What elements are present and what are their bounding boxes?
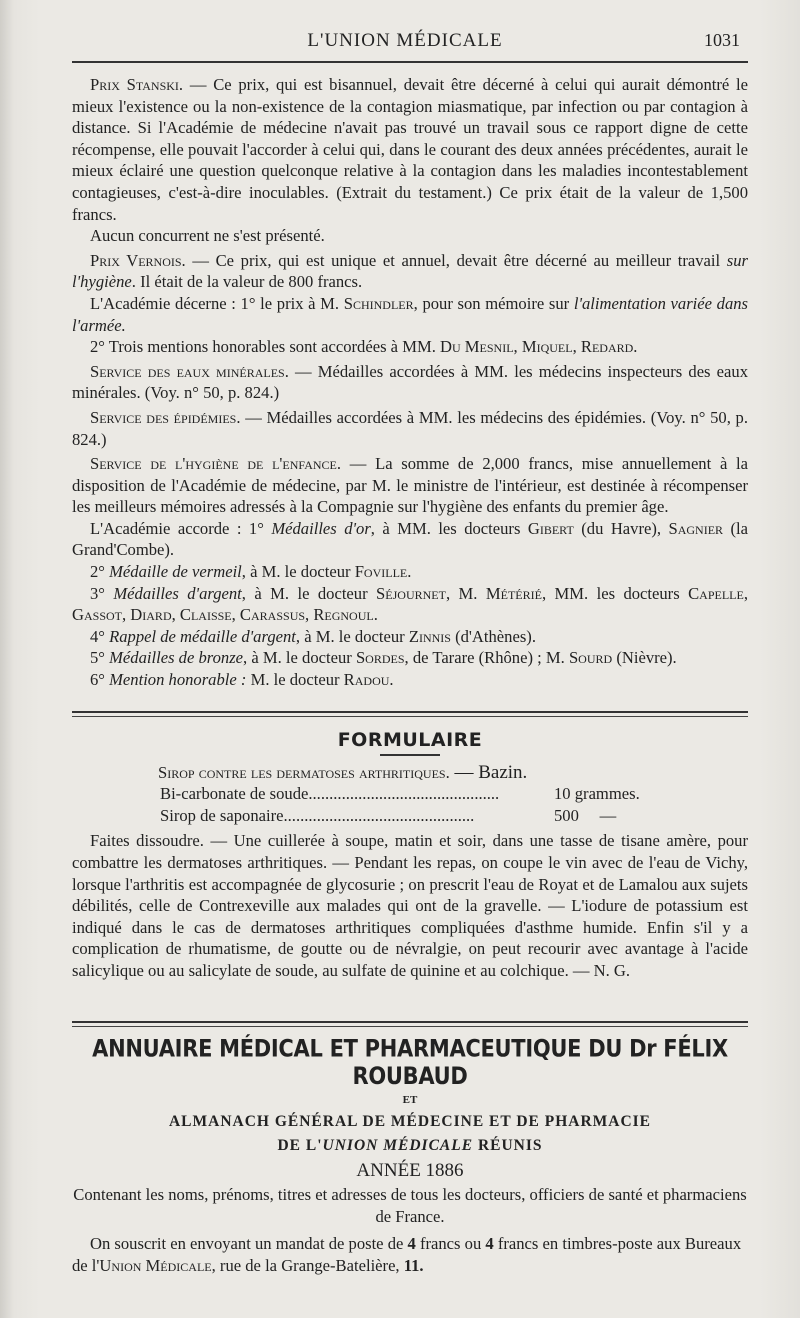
recipe-text: Faites dissoudre. — Une cuillerée à soupe, matin et soir, dans une tasse de tisane amère, pour combattre les dermatoses arthritiques. — Pendant les repas, on coupe le vin avec de l'eau de Vichy, lorsque l'arthritis est accompagnée de glycosurie ; on prescrit l'eau de Royat et de Lamalou aux sujets débilités, celle de Contrexeville aux malades qui ont de la gravelle. — L'iodure de potassium est indiqué dans le cas de dermatoses arthritiques compliquées d'asthme humide. Enfin s'il y a complication de rhumatisme, de goutte ou de névralgie, on peut recourir avec avantage à l'acide salicylique ou au salicylate de soude, au sulfate de quinine et au colchique. — N. G.	[72, 831, 748, 980]
paragraph-academie-accorde	[72, 518, 748, 561]
paragraph-text: (du Havre),	[573, 518, 669, 538]
paragraph-text: 2° Trois mentions honorables sont accordées à MM.	[90, 337, 440, 357]
formulaire-section	[72, 730, 748, 982]
almanach-line-2	[72, 1134, 748, 1158]
paragraph-text: — La somme de 2,000 francs, mise annuellement à la disposition de l'Académie de médecine, par M. le ministre de l'intérieur, est destinée à récompenser les meilleurs mémoires adressés à la Compagnie sur l'hygiène des enfants du premier âge.	[72, 454, 748, 517]
annuaire-description: Contenant les noms, prénoms, titres et adresses de tous les docteurs, officiers de santé et pharmaciens de France.	[73, 1185, 747, 1226]
almanach-text: DE L'	[277, 1137, 323, 1154]
paragraph-argent	[72, 583, 748, 626]
recipe-heading	[72, 762, 748, 784]
leader-dots: ..............................................	[308, 784, 500, 804]
price-value: 4	[485, 1234, 494, 1254]
section-rule	[72, 1021, 748, 1023]
paragraph-vermeil	[72, 561, 748, 583]
paragraph-bronze	[72, 647, 748, 669]
formulaire-title: FORMULAIRE	[337, 729, 483, 751]
annuaire-advertisement	[72, 1034, 748, 1276]
service-name: Service des eaux minérales.	[90, 361, 289, 381]
italic-text: UNION MÉDICALE	[322, 1137, 474, 1154]
section-rule	[72, 711, 748, 713]
leader-dots: ..............................................	[283, 805, 475, 825]
paragraph-text: , à M. le docteur	[241, 583, 377, 603]
paragraph-text: (Nièvre).	[612, 648, 677, 668]
recipe-author: — Bazin.	[449, 761, 528, 783]
subscription-text: francs ou	[415, 1234, 486, 1254]
person-name: Radou.	[343, 670, 394, 690]
person-name: Sordes	[355, 648, 405, 668]
paragraph-mentions	[72, 336, 748, 358]
paragraph-text: , à M. le docteur	[241, 562, 355, 582]
paragraph-text: (la Grand'Combe).	[72, 518, 748, 560]
paragraph-text: 4°	[90, 626, 110, 646]
almanach-line-1: ALMANACH GÉNÉRAL DE MÉDECINE ET DE PHARMACIE	[168, 1113, 652, 1130]
title-underline	[380, 754, 440, 756]
ingredient-row	[72, 805, 664, 827]
annuaire-year: ANNÉE 1886	[356, 1160, 464, 1181]
subscription-text: francs en timbres-poste aux Bureaux de l'	[72, 1234, 742, 1275]
paragraph-academie-decerne	[72, 293, 748, 336]
section-rule-thin	[72, 716, 748, 717]
recipe-name: Sirop contre les dermatoses arthritiques.	[158, 762, 450, 782]
ingredient-name: Sirop de saponaire	[160, 805, 284, 825]
paragraph-eaux-minerales	[72, 361, 748, 404]
annuaire-title: ANNUAIRE MÉDICAL ET PHARMACEUTIQUE DU Dr FÉLIX ROUBAUD	[92, 1034, 728, 1090]
italic-text: Médaille de vermeil	[109, 562, 242, 582]
person-names: Capelle, Gassot, Diard, Claisse, Carassus, Regnoul.	[72, 583, 748, 625]
subscription-text: On souscrit en envoyant un mandat de poste de	[90, 1234, 408, 1254]
prize-name: Prix Stanski.	[90, 75, 184, 94]
italic-text: Rappel de médaille d'argent	[109, 626, 296, 646]
person-names: Du Mesnil, Miquel, Redard.	[440, 337, 638, 357]
service-name: Service des épidémies.	[90, 407, 241, 427]
paragraph-text: . Il était de la valeur de 800 francs.	[131, 272, 363, 292]
paragraph-text: — Médailles accordées à MM. les médecins des épidémies. (Voy. n° 50, p. 824.)	[72, 407, 748, 449]
paragraph-mention-honorable	[72, 669, 748, 691]
paragraph-text: , pour son mémoire sur	[413, 293, 574, 313]
paragraph-text: 5°	[90, 648, 110, 668]
paragraph-text: , à M. le docteur	[243, 648, 356, 668]
paragraph-text: , MM. les docteurs	[541, 583, 689, 603]
journal-name: Union Médicale	[99, 1255, 212, 1275]
paragraph-no-competitor: Aucun concurrent ne s'est présenté.	[90, 226, 325, 246]
person-name: Zinnis	[408, 626, 451, 646]
paragraph-text: — Médailles accordées à MM. les médecins inspecteurs des eaux minérales. (Voy. n° 50, p. 824.)	[72, 361, 748, 403]
prize-section	[72, 74, 748, 691]
almanach-title	[72, 1110, 748, 1158]
page-header	[70, 28, 740, 56]
paragraph-rappel	[72, 626, 748, 648]
paragraph-text: (d'Athènes).	[450, 626, 536, 646]
street-number: 11.	[403, 1255, 424, 1275]
subscription-info	[72, 1233, 748, 1276]
person-name: Gibert	[527, 518, 574, 538]
price-value: 4	[407, 1234, 416, 1254]
paragraph-text: , à MM. les docteurs	[370, 518, 528, 538]
italic-text: sur l'hygiène	[72, 250, 748, 292]
paragraph-text: L'Académie décerne : 1° le prix à M.	[90, 293, 344, 313]
paragraph-text: 2°	[90, 562, 110, 582]
italic-text: Médailles d'argent	[113, 583, 242, 603]
annuaire-et: ET	[402, 1094, 418, 1106]
paragraph-text: , à M. le docteur	[295, 626, 409, 646]
paragraph-text: , de Tarare (Rhône) ; M.	[404, 648, 569, 668]
ingredient-row	[72, 783, 664, 805]
italic-text: Mention honorable :	[109, 670, 247, 690]
italic-text: l'alimentation variée dans l'armée.	[72, 293, 748, 335]
header-rule	[72, 61, 748, 63]
person-name: Foville.	[354, 562, 412, 582]
paragraph-hygiene-enfance	[72, 453, 748, 518]
paragraph-text: 3°	[90, 583, 114, 603]
paragraph-text: 6°	[90, 670, 110, 690]
paragraph-text: — Ce prix, qui est bisannuel, devait être décerné à celui qui aurait démontré le mieux l'existence ou la non-existence de la contagion miasmatique, par infection ou par contagion à distance. Si l'Académie de médecine n'avait pas trouvé un travail sous ce rapport digne de cette récompense, elle pouvait l'accorder à celui qui, dans le courant des deux années précédentes, aurait le mieux éclairé une question quelconque relative à la contagion dans les maladies incontestablement contagieuses, c'est-à-dire inoculables. (Extrait du testament.) Ce prix était de la valeur de 1,500 francs.	[72, 75, 748, 224]
paragraph-text: , M.	[445, 583, 486, 603]
service-name: Service de l'hygiène de l'enfance.	[90, 454, 342, 474]
almanach-text: RÉUNIS	[473, 1137, 543, 1154]
paragraph-epidemies	[72, 407, 748, 450]
person-name: Sourd	[568, 648, 613, 668]
paragraph-text: L'Académie accorde : 1°	[90, 518, 272, 538]
paragraph-text: M. le docteur	[246, 670, 344, 690]
paragraph-prix-stanski	[72, 74, 748, 225]
ingredient-qty: 500 —	[554, 805, 617, 825]
ingredient-qty: 10 grammes.	[554, 784, 640, 804]
paragraph-text: — Ce prix, qui est unique et annuel, devait être décerné au meilleur travail	[185, 250, 727, 270]
subscription-text: , rue de la Grange-Batelière,	[211, 1255, 404, 1275]
italic-text: Médailles d'or	[271, 518, 371, 538]
section-rule-thin	[72, 1026, 748, 1027]
journal-title: L'UNION MÉDICALE	[307, 30, 503, 51]
person-name: Métérié	[485, 583, 542, 603]
page-number: 1031	[704, 30, 740, 50]
ingredient-name: Bi-carbonate de soude	[160, 784, 309, 804]
person-name: Séjournet	[376, 583, 446, 603]
italic-text: Médailles de bronze	[109, 648, 244, 668]
prize-name: Prix Vernois.	[90, 250, 186, 270]
person-name: Sagnier	[668, 518, 724, 538]
person-name: Schindler	[343, 293, 414, 313]
paragraph-prix-vernois	[72, 250, 748, 293]
